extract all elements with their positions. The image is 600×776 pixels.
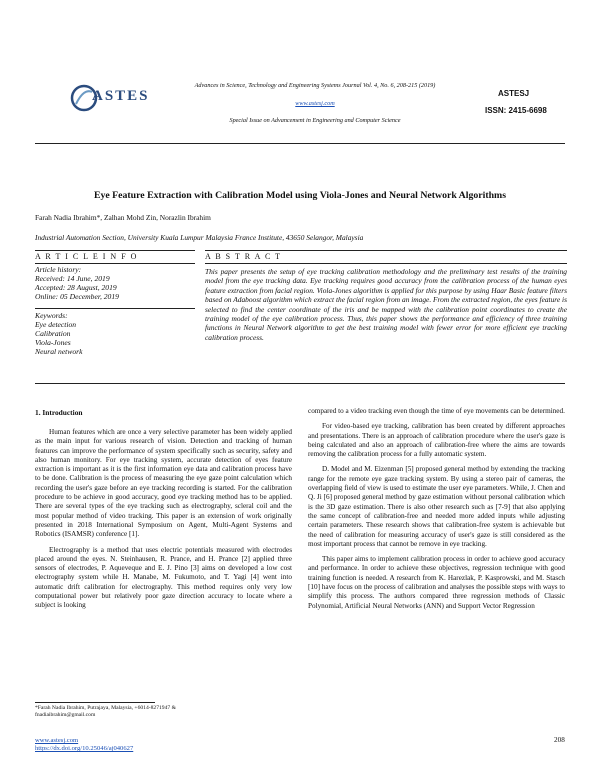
footer-url[interactable]: www.astesj.com <box>35 737 79 744</box>
keyword-item: Calibration <box>35 329 71 338</box>
footnote-line: fnadiaibrahim@gmail.com <box>35 712 96 718</box>
issn: ISSN: 2415-6698 <box>485 106 547 115</box>
abstract-bottom-rule <box>35 383 565 384</box>
paragraph: This paper aims to implement calibration process in order to achieve good accuracy and performance. In order to achieve these objectives, regression technique with good training function is needed. A research from K. Harezlak, P. Kasprowski, and M. Stasch [10] have focus on the process of calibration and analyses the possible steps with ways to simplify this process. The authors compared three regression methods of Classic Polynomial, Artificial Neural Networks (ANN) and Support Vector Regression <box>308 555 565 610</box>
paragraph: Human features which are once a very selective parameter has been widely applied as the main input for various research of vision. Detection and tracking of human features can improve the performance of system specifically such as security, safety and also human monitory. For eye tracking system, accurate detection of eyes feature extraction is important as it is the first information eye data and calibration process have to be done. Calibration is the process of measuring the eye gaze point calculation which recording the user's gaze before an eye tracking recording is started. For the calibration procedure to be achieve in good accuracy, good eye tracking method has to be applied. There are several types of the eye tracking such as electrography, scleral coil and the most popular method of video tracking. This paper is an extension of work originally presented in 2018 International Symposium on Agent, Multi-Agent Systems and Robotics (ISAMSR) conference [1]. <box>35 428 292 539</box>
received-date: Received: 14 June, 2019 <box>35 274 110 283</box>
keywords-label: Keywords: <box>35 311 68 320</box>
abstract-top-rule <box>205 250 567 251</box>
keyword-item: Neural network <box>35 347 83 356</box>
keyword-item: Eye detection <box>35 320 77 329</box>
journal-url[interactable]: www.astesj.com <box>295 100 335 107</box>
page-number: 208 <box>554 736 565 744</box>
abstract-mid-rule <box>205 263 567 264</box>
info-keyword-rule <box>35 308 195 309</box>
footer-doi[interactable]: https://dx.doi.org/10.25046/aj040627 <box>35 745 134 752</box>
article-history <box>35 265 195 301</box>
right-column <box>308 407 565 611</box>
journal-line: Advances in Science, Technology and Engineering Systems Journal Vol. 4, No. 6, 208-215 (2019) <box>194 82 436 89</box>
section-title: 1. Introduction <box>35 408 83 417</box>
abstract-text: This paper presents the setup of eye tracking calibration methodology and the preliminary test results of the training model from the eye tracking data. Eye tracking requires good accuracy from the calibration process of the human eyes feature extraction from facial region. Viola-Jones algorithm is applied for this purpose by using Haar Basic feature filters based on Adaboost algorithm which extract the facial region from an image. From the extracted region, the eyes feature is selected to find the center coordinate of the iris and be mapped with the calibration point coordinates to create the training model of the eye calibration process. Thus, this paper shows the performance and efficiency of three training functions in Neural Network algorithm to get the best training model with fewer error for more efficient eye tracking calibration process. <box>205 267 567 342</box>
footnote <box>35 705 176 719</box>
online-date: Online: 05 December, 2019 <box>35 292 119 301</box>
paragraph: Electrography is a method that uses electric potentials measured with electrodes placed around the eyes. N. Steinhausen, R. Prance, and H. Prance [2] applied three sensors of electrodes, P. Aqueveque and E. J. Pino [3] aims on developed a low cost electrography system while H. Manabe, M. Fukumoto, and T. Yagi [4] went into automatic drift calibration for electrography. This method requires only very low computational power but relatively poor gaze direction accuracy to locate where a subject is looking <box>35 545 292 610</box>
header-rule <box>35 143 565 144</box>
logo-text: ASTES <box>92 88 150 104</box>
journal-badge: ASTESJ <box>498 89 530 98</box>
history-label: Article history: <box>35 265 82 274</box>
paragraph: For video-based eye tracking, calibration has been created by different approaches and presentations. There is an approach of calibration procedure where the user's gaze is being calculated and also an approach of calibration-free where the aims are towards removing the calibration process for a fully automatic system. <box>308 422 565 459</box>
footnote-line: *Farah Nadia Ibrahim, Putrajaya, Malaysia, +6014-8271947 & <box>35 705 176 711</box>
info-mid-rule <box>35 263 195 264</box>
keywords-block <box>35 311 195 356</box>
paper-title: Eye Feature Extraction with Calibration Model using Viola-Jones and Neural Network Algorithms <box>93 190 507 201</box>
left-column <box>35 428 292 611</box>
paragraph: compared to a video tracking even though the time of eye movements can be determined. <box>308 407 565 415</box>
paragraph: D. Model and M. Eizenman [5] proposed general method by extending the tracking range for the remote eye gaze tracking system. By using a stereo pair of cameras, the overlapping field of view is used to estimate the user eye parameters. While, J. Chen and Q. Ji [6] proposed general method by gaze estimation without personal calibration which is the 3D gaze estimation. There is also other research such as [7-9] that also applying the same concept of calibration-free and needed more added inputs while adjusting certain parameters. These research shows that calibration-free system is achievable but the need of calibration for measuring accuracy of user's gaze is still considered as the most important process that cannot be remove in eye tracking. <box>308 465 565 548</box>
article-info-heading: A R T I C L E I N F O <box>35 252 138 261</box>
footnote-rule <box>35 702 155 703</box>
affiliation: Industrial Automation Section, University Kuala Lumpur Malaysia France Institute, 43650 Selangor, Malaysia <box>35 233 364 242</box>
authors: Farah Nadia Ibrahim*, Zalhan Mohd Zin, Norazlin Ibrahim <box>35 213 211 222</box>
accepted-date: Accepted: 28 August, 2019 <box>35 283 117 292</box>
keyword-item: Viola-Jones <box>35 338 71 347</box>
info-top-rule <box>35 250 195 251</box>
special-issue: Special Issue on Advancement in Engineering and Computer Science <box>229 117 401 124</box>
abstract-heading: A B S T R A C T <box>205 252 282 261</box>
